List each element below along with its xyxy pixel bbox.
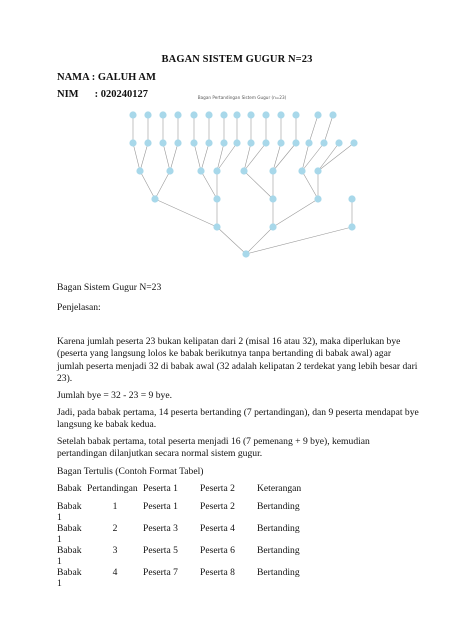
cell-pertandingan: 2 xyxy=(112,523,118,534)
round-1-node xyxy=(292,111,299,118)
round-2-node xyxy=(205,139,212,146)
round-5-node xyxy=(213,223,220,230)
header-keterangan: Keterangan xyxy=(257,483,302,494)
final-node xyxy=(242,250,249,257)
round-3-node xyxy=(314,167,321,174)
round-1-node xyxy=(262,111,269,118)
round-1-node xyxy=(174,111,181,118)
cell-babak: Babak 1 xyxy=(57,523,82,545)
cell-peserta-2: Peserta 2 xyxy=(200,501,235,512)
bracket-edge xyxy=(170,143,178,171)
bracket-edge xyxy=(140,171,155,199)
round-2-node xyxy=(159,139,166,146)
round-1-node xyxy=(129,111,136,118)
round-2-node xyxy=(233,139,240,146)
round-4-node xyxy=(213,195,220,202)
bracket-edge xyxy=(194,143,201,171)
cell-peserta-1: Peserta 3 xyxy=(143,523,178,534)
table-header-row xyxy=(57,483,317,501)
round-2-node xyxy=(292,139,299,146)
round-3-node xyxy=(197,167,204,174)
table-row xyxy=(57,523,317,545)
round-2-node xyxy=(220,139,227,146)
name-value: GALUH AM xyxy=(97,72,156,83)
bracket-nodes xyxy=(129,111,357,257)
round-2-node xyxy=(277,139,284,146)
round-3-node xyxy=(213,167,220,174)
round-1-node xyxy=(233,111,240,118)
table-row xyxy=(57,545,317,567)
round-3-node xyxy=(240,167,247,174)
paragraph-bye-count: Jumlah bye = 32 - 23 = 9 bye. xyxy=(57,390,173,401)
cell-peserta-2: Peserta 4 xyxy=(200,523,235,534)
cell-babak: Babak 1 xyxy=(57,501,82,523)
name-row xyxy=(57,72,156,83)
header-peserta-1: Peserta 1 xyxy=(143,483,178,494)
cell-peserta-1: Peserta 5 xyxy=(143,545,178,556)
round-1-node xyxy=(329,111,336,118)
cell-keterangan: Bertanding xyxy=(257,545,300,556)
cell-peserta-1: Peserta 1 xyxy=(143,501,178,512)
bracket-edge xyxy=(217,143,237,171)
cell-peserta-2: Peserta 6 xyxy=(200,545,235,556)
round-3-node xyxy=(298,167,305,174)
round-5-node xyxy=(269,223,276,230)
bracket-edge xyxy=(217,143,224,171)
header-babak: Babak xyxy=(57,483,82,494)
bracket-edge xyxy=(244,171,273,199)
bracket-edge xyxy=(217,227,246,254)
bracket-edge xyxy=(302,171,318,199)
cell-babak: Babak 1 xyxy=(57,567,82,589)
table-row xyxy=(57,501,317,523)
round-1-node xyxy=(190,111,197,118)
cell-peserta-1: Peserta 7 xyxy=(143,567,178,578)
round-2-node xyxy=(350,139,357,146)
round-1-node xyxy=(144,111,151,118)
bracket-edge xyxy=(309,115,318,143)
table-row xyxy=(57,567,317,589)
round-1-node xyxy=(205,111,212,118)
round-3-node xyxy=(136,167,143,174)
nim-label: NIM xyxy=(57,89,79,100)
cell-keterangan: Bertanding xyxy=(257,501,300,512)
bracket-diagram xyxy=(120,94,364,262)
bracket-table xyxy=(57,483,317,589)
bracket-edge xyxy=(163,143,170,171)
bracket-edge xyxy=(133,143,140,171)
round-5-node xyxy=(348,223,355,230)
cell-babak: Babak 1 xyxy=(57,545,82,567)
bracket-edges xyxy=(133,115,354,254)
round-1-node xyxy=(159,111,166,118)
round-2-node xyxy=(247,139,254,146)
round-2-node xyxy=(144,139,151,146)
round-2-node xyxy=(320,139,327,146)
name-label: NAMA : xyxy=(57,72,96,83)
round-4-node xyxy=(348,195,355,202)
round-3-node xyxy=(269,167,276,174)
bracket-edge xyxy=(246,227,273,254)
paragraph-round-one: Jadi, pada babak pertama, 14 peserta bertanding (7 pertandingan), dan 9 peserta mendapat bye langsung ke babak kedua. xyxy=(57,407,419,431)
paragraph-reason: Karena jumlah peserta 23 bukan kelipatan dari 2 (misal 16 atau 32), maka diperlukan bye (peserta yang langsung lolos ke babak berikutnya tanpa bertanding di babak awal) agar jumlah peserta menjadi 32 di babak awal (32 adalah kelipatan 2 terdekat yang lebih besar dari 23). xyxy=(57,336,418,385)
round-2-node xyxy=(305,139,312,146)
table-caption: Bagan Tertulis (Contoh Format Tabel) xyxy=(57,466,204,477)
bracket-edge xyxy=(246,227,352,254)
round-4-node xyxy=(269,195,276,202)
cell-peserta-2: Peserta 8 xyxy=(200,567,235,578)
bracket-edge xyxy=(273,143,281,171)
bracket-edge xyxy=(273,199,318,227)
cell-keterangan: Bertanding xyxy=(257,567,300,578)
bracket-edge xyxy=(201,171,217,199)
cell-keterangan: Bertanding xyxy=(257,523,300,534)
diagram-title: Bagan Pertandingan Sistem Gugur (n=23) xyxy=(197,95,287,100)
round-4-node xyxy=(314,195,321,202)
nim-value: : 020240127 xyxy=(94,89,148,100)
bracket-edge xyxy=(155,171,170,199)
bracket-edge xyxy=(155,199,217,227)
round-1-node xyxy=(277,111,284,118)
round-1-node xyxy=(247,111,254,118)
paragraph-continuation: Setelah babak pertama, total peserta menjadi 16 (7 pemenang + 9 bye), kemudian pertandingan dilanjutkan secara normal sistem gugur. xyxy=(57,436,370,460)
bracket-edge xyxy=(201,143,209,171)
cell-pertandingan: 3 xyxy=(112,545,118,556)
round-2-node xyxy=(262,139,269,146)
header-pertandingan: Pertandingan xyxy=(87,483,138,494)
round-1-node xyxy=(220,111,227,118)
cell-pertandingan: 1 xyxy=(112,501,118,512)
round-2-node xyxy=(335,139,342,146)
document-title: BAGAN SISTEM GUGUR N=23 xyxy=(161,54,313,65)
diagram-caption: Bagan Sistem Gugur N=23 xyxy=(57,282,162,293)
round-1-node xyxy=(314,111,321,118)
round-3-node xyxy=(166,167,173,174)
bracket-svg xyxy=(120,94,364,262)
round-4-node xyxy=(151,195,158,202)
explanation-label: Penjelasan: xyxy=(57,302,101,313)
bracket-edge xyxy=(273,143,296,171)
round-2-node xyxy=(190,139,197,146)
cell-pertandingan: 4 xyxy=(112,567,118,578)
round-2-node xyxy=(174,139,181,146)
round-2-node xyxy=(129,139,136,146)
bracket-edge xyxy=(140,143,148,171)
bracket-edge xyxy=(324,115,333,143)
header-peserta-2: Peserta 2 xyxy=(200,483,235,494)
